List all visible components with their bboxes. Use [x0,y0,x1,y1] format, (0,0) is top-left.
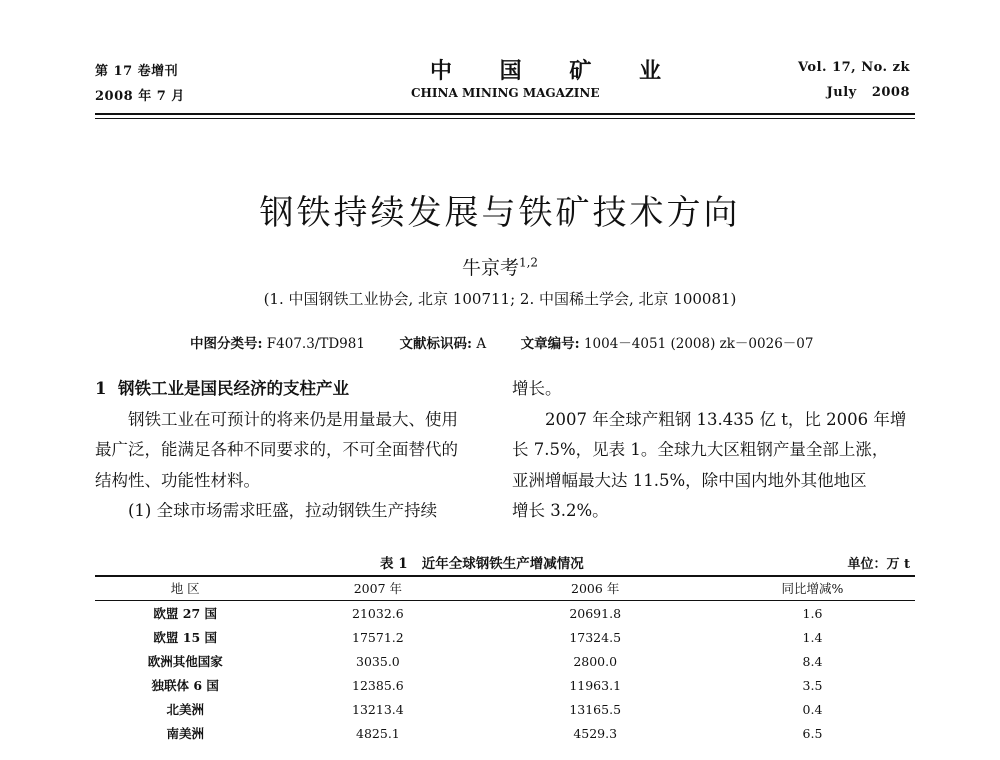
doc-code-value: A [476,336,487,352]
table-title: 表 1 近年全球钢铁生产增减情况 [380,556,584,572]
table-row [95,625,915,649]
cell-change: 8.4 [802,653,823,669]
cell-2006: 11963.1 [569,677,622,693]
cell-2007: 3035.0 [356,653,400,669]
body-line: 增长 3.2%。 [512,501,609,520]
date-label-cn: 2008 年 7 月 [95,89,185,104]
column-header-change: 同比增减% [710,576,915,601]
table-row [95,649,915,673]
cell-2007: 4825.1 [356,725,400,741]
article-title: 钢铁持续发展与铁矿技术方向 [259,193,741,233]
cell-region: 北美洲 [166,702,204,717]
table-header-row [95,576,915,601]
cell-change: 0.4 [802,701,823,717]
body-column-right [512,374,917,527]
body-line: 结构性、功能性材料。 [95,470,260,490]
production-table [95,576,915,745]
clc-label: 中图分类号: [190,336,263,352]
doc-code-label: 文献标识码: [399,336,473,352]
cell-2006: 20691.8 [569,605,622,621]
body-line: 亚洲增幅最大达 11.5%，除中国内地外其他地区 [512,470,867,490]
cell-2007: 13213.4 [352,701,404,717]
cell-change: 1.6 [802,605,823,621]
author-affiliation-marks: 1,2 [518,255,539,270]
article-number-label: 文章编号: [520,336,580,352]
body-line: (1) 全球市场需求旺盛，拉动钢铁生产持续 [128,501,438,520]
body-line: 增长。 [512,379,562,398]
journal-name-en: CHINA MINING MAGAZINE [411,86,600,100]
article-metadata [190,332,813,352]
table-row [95,673,915,697]
cell-2006: 2800.0 [573,653,618,669]
column-header-region: 地 区 [95,576,275,601]
cell-change: 1.4 [802,629,823,645]
cell-2007: 12385.6 [352,677,404,693]
body-line: 长 7.5%，见表 1。全球九大区粗钢产量全部上涨， [512,440,889,459]
cell-2006: 13165.5 [569,701,622,717]
table-row [95,721,915,745]
cell-change: 6.5 [802,725,823,741]
section-heading-1: 1 钢铁工业是国民经济的支柱产业 [95,379,349,398]
table-unit: 单位：万 t [847,557,910,572]
header-rule-thin [95,118,915,119]
date-label-en: July 2008 [826,85,910,100]
header-rule-thick [95,113,915,115]
volume-label-en: Vol. 17, No. zk [798,60,910,75]
body-line: 钢铁工业在可预计的将来仍是用量最大、使用 [128,409,458,429]
cell-change: 3.5 [802,677,823,693]
cell-region: 欧盟 27 国 [153,606,217,621]
table-row [95,697,915,721]
author-line [0,253,1000,280]
cell-2006: 17324.5 [569,629,622,645]
cell-region: 南美洲 [166,726,204,741]
clc-value: F407.3/TD981 [266,336,365,352]
table-row [95,601,915,626]
column-header-2007: 2007 年 [275,576,480,601]
column-header-2006: 2006 年 [480,576,710,601]
cell-region: 独联体 6 国 [151,678,219,693]
body-line: 最广泛，能满足各种不同要求的，不可全面替代的 [95,440,458,459]
journal-name-cn: 中 国 矿 业 [430,58,681,84]
cell-2006: 4529.3 [573,725,618,741]
cell-2007: 21032.6 [352,605,404,621]
author-name: 牛京考 [461,257,519,279]
cell-region: 欧洲其他国家 [147,654,223,669]
cell-2007: 17571.2 [352,629,404,645]
cell-region: 欧盟 15 国 [153,630,217,645]
issue-label-cn: 第 17 卷增刊 [95,64,179,79]
article-number-value: 1004－4051 (2008) zk－0026－07 [583,336,814,352]
body-column-left [95,374,495,527]
body-line: 2007 年全球产粗钢 13.435 亿 t，比 2006 年增 [545,409,907,429]
author-affiliation: (1. 中国钢铁工业协会, 北京 100711; 2. 中国稀土学会, 北京 100081) [263,290,737,308]
